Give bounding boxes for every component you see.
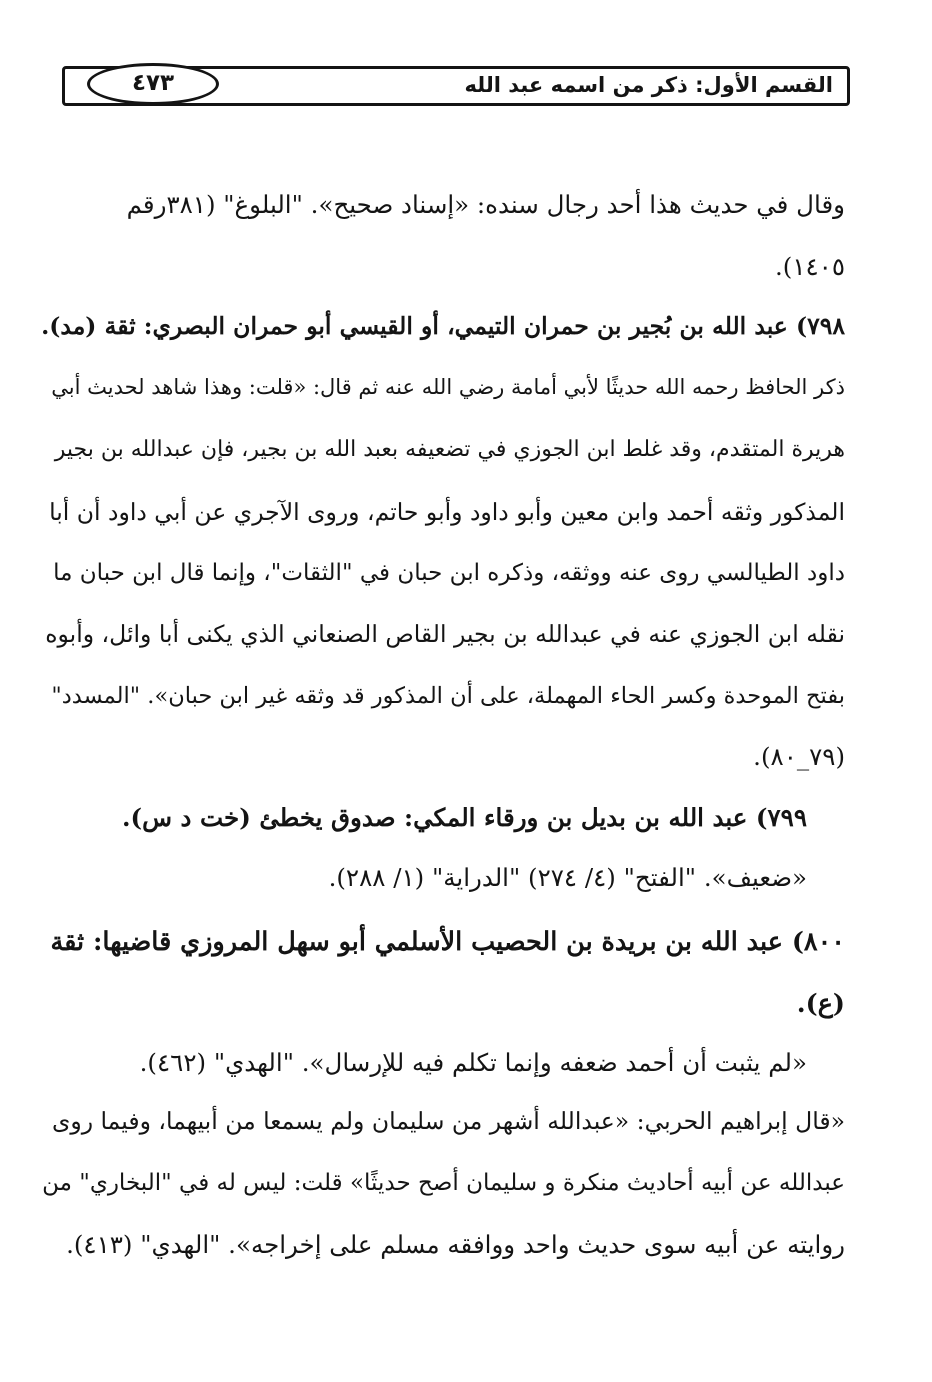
text-line: (ع). — [796, 989, 845, 1019]
text-line: بفتح الموحدة وكسر الحاء المهملة، على أن المذكور قد وثقه غير ابن حبان». "المسدد" — [51, 683, 845, 709]
text-line: داود الطيالسي روى عنه ووثقه، وذكره ابن حبان في "الثقات"، وإنما قال ابن حبان ما — [53, 560, 845, 586]
entry-heading-799: ٧٩٩) عبد الله بن بديل بن ورقاء المكي: صدوق يخطئ (خت د س). — [122, 803, 807, 832]
entry-heading-798: ٧٩٨) عبد الله بن بُجير بن حمران التيمي، أو القيسي أبو حمران البصري: ثقة (مد). — [41, 312, 845, 340]
text-line: روايته عن أبيه سوى حديث واحد ووافقه مسلم على إخراجه». "الهدي" (٤١٣). — [66, 1230, 845, 1259]
text-line: عبدالله عن أبيه أحاديث منكرة و سليمان أصح حديثًا» قلت: ليس له في "البخاري" من — [42, 1170, 845, 1196]
text-line: «لم يثبت أن أحمد ضعفه وإنما تكلم فيه للإرسال». "الهدي" (٤٦٢). — [139, 1048, 807, 1077]
text-line: «قال إبراهيم الحربي: «عبدالله أشهر من سليمان ولم يسمعا من أبيهما، وفيما روى — [51, 1107, 845, 1135]
text-line: وقال في حديث هذا أحد رجال سنده: «إسناد صحيح». "البلوغ" (٣٨١رقم — [126, 190, 845, 219]
text-line: نقله ابن الجوزي عنه في عبدالله بن بجير القاص الصنعاني الذي يكنى أبا وائل، وأبوه — [45, 620, 845, 648]
header-title: القسم الأول: ذكر من اسمه عبد الله — [464, 73, 833, 97]
text-line: هريرة المتقدم، وقد غلط ابن الجوزي في تضعيفه بعبد الله بن بجير، فإن عبدالله بن بجير — [54, 437, 845, 462]
text-line: «ضعيف». "الفتح" (٤/ ٢٧٤) "الدراية" (١/ ٢٨٨). — [328, 863, 807, 892]
text-line: ذكر الحافظ رحمه الله حديثًا لأبي أمامة رضي الله عنه ثم قال: «قلت: وهذا شاهد لحديث أبي — [51, 375, 845, 399]
text-line: ١٤٠٥). — [775, 252, 845, 281]
text-line: (٧٩_٨٠). — [753, 742, 845, 771]
text-line: المذكور وثقه أحمد وابن معين وأبو داود وأبو حاتم، وروى الآجري عن أبي داود أن أبا — [49, 498, 845, 526]
page-number: ٤٧٣ — [87, 63, 219, 105]
page-header — [62, 66, 850, 106]
entry-heading-800: ٨٠٠) عبد الله بن بريدة بن الحصيب الأسلمي أبو سهل المروزي قاضيها: ثقة — [50, 927, 845, 957]
